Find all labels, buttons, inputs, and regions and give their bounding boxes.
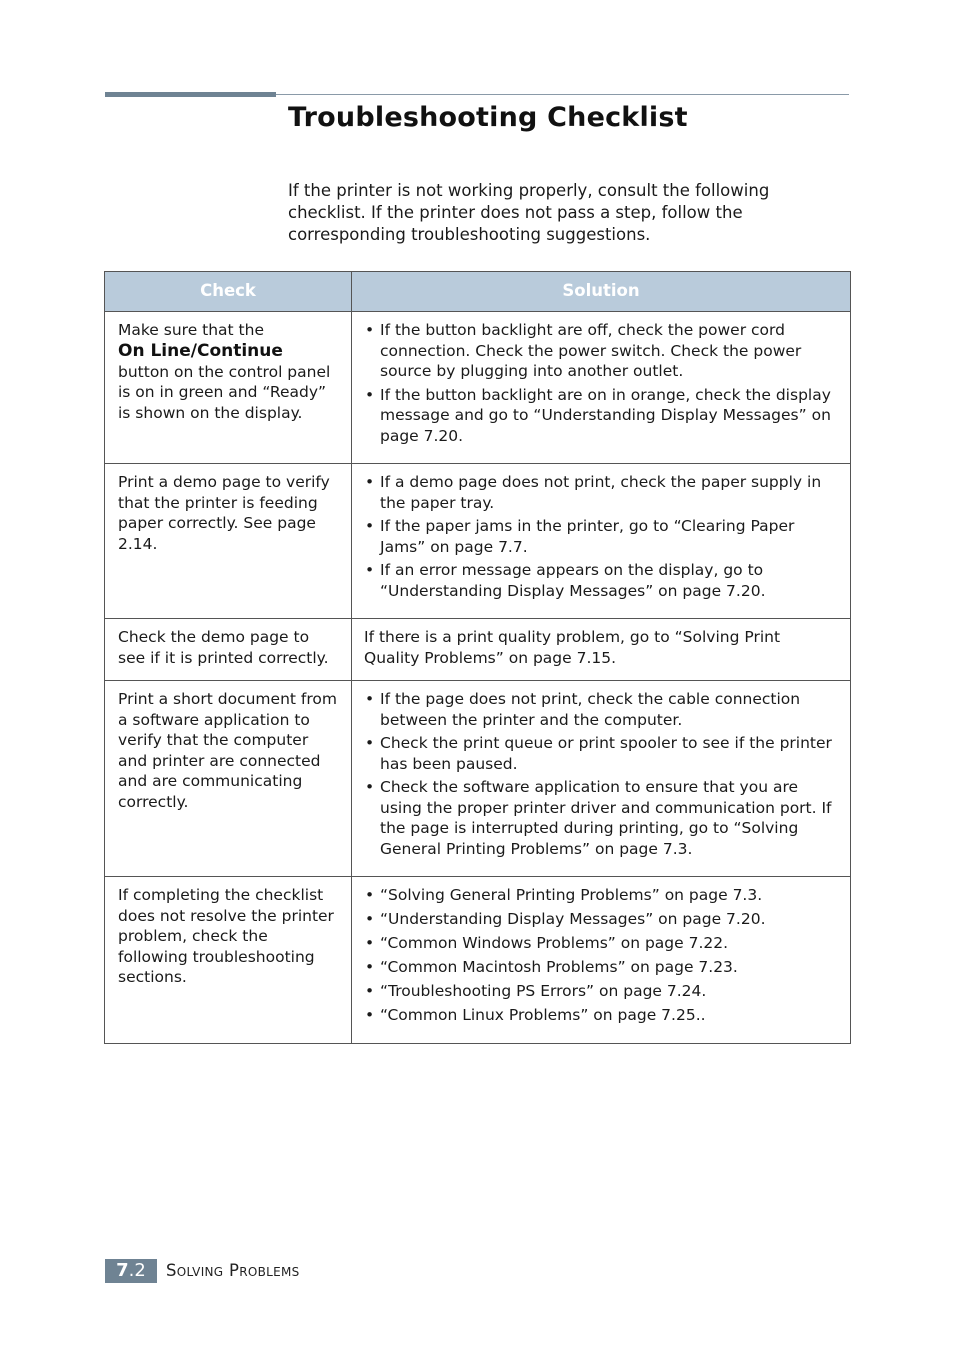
- solution-list: [364, 885, 840, 1026]
- online-continue-button-name: On Line/Continue: [118, 340, 283, 361]
- troubleshooting-checklist-table: [104, 271, 851, 1044]
- solution-cell: [352, 464, 851, 619]
- solution-item: • If a demo page does not print, check the paper supply in the paper tray.: [364, 472, 840, 513]
- check-text: Print a short document from a software application to verify that the computer and printer are connected and are communicating correctly.: [118, 690, 337, 811]
- header-rule: [276, 94, 849, 95]
- column-header-solution: Solution: [352, 272, 851, 312]
- solution-item: • “Common Windows Problems” on page 7.22.: [364, 933, 840, 954]
- solution-item: • “Solving General Printing Problems” on page 7.3.: [364, 885, 840, 906]
- table-row: [105, 464, 851, 619]
- page-title: Troubleshooting Checklist: [288, 102, 688, 133]
- solution-item: • “Common Linux Problems” on page 7.25..: [364, 1005, 840, 1026]
- solution-item: • “Understanding Display Messages” on page 7.20.: [364, 909, 840, 930]
- solution-item: • If the button backlight are on in orange, check the display message and go to “Understanding Display Messages” on page 7.20.: [364, 385, 840, 447]
- solution-list: [364, 689, 840, 859]
- footer-section-title: Solving Problems: [166, 1261, 300, 1280]
- solution-list: [364, 320, 840, 446]
- solution-cell: [352, 877, 851, 1044]
- check-text: Check the demo page to see if it is printed correctly.: [118, 628, 329, 667]
- solution-item: • If the page does not print, check the cable connection between the printer and the computer.: [364, 689, 840, 730]
- check-text: button on the control panel is on in green and “Ready” is shown on the display.: [118, 362, 331, 422]
- table-row: [105, 681, 851, 877]
- solution-item: • If an error message appears on the display, go to “Understanding Display Messages” on page 7.20.: [364, 560, 840, 601]
- table-row: [105, 619, 851, 681]
- solution-item: • “Common Macintosh Problems” on page 7.23.: [364, 957, 840, 978]
- solution-item: • “Troubleshooting PS Errors” on page 7.24.: [364, 981, 840, 1002]
- solution-item: • Check the software application to ensure that you are using the proper printer driver and communication port. If the page is interrupted during printing, go to “Solving General Printing Problems” on page 7.3.: [364, 777, 840, 859]
- check-text: If completing the checklist does not resolve the printer problem, check the following troubleshooting sections.: [118, 886, 334, 986]
- solution-list: [364, 472, 840, 601]
- header-accent-bar: [105, 92, 276, 97]
- solution-cell: [352, 619, 851, 681]
- solution-text: If there is a print quality problem, go to “Solving Print Quality Problems” on page 7.15.: [364, 628, 781, 667]
- page-number-suffix: .2: [128, 1260, 146, 1281]
- intro-paragraph: If the printer is not working properly, consult the following checklist. If the printer does not pass a step, follow the corresponding troubleshooting suggestions.: [288, 181, 770, 244]
- check-text: Make sure that the: [118, 321, 264, 339]
- check-cell: [105, 464, 352, 619]
- column-header-check: Check: [105, 272, 352, 312]
- chapter-number: 7: [116, 1260, 129, 1281]
- solution-item: • If the paper jams in the printer, go to “Clearing Paper Jams” on page 7.7.: [364, 516, 840, 557]
- table-header-row: [105, 272, 851, 312]
- table-row: [105, 312, 851, 464]
- solution-item: • If the button backlight are off, check the power cord connection. Check the power switch. Check the power source by plugging into another outlet.: [364, 320, 840, 382]
- check-text: Print a demo page to verify that the printer is feeding paper correctly. See page 2.14.: [118, 473, 330, 553]
- check-cell: [105, 312, 352, 464]
- table-row: [105, 877, 851, 1044]
- check-cell: [105, 877, 352, 1044]
- page-number-badge: [105, 1259, 157, 1283]
- check-cell: [105, 619, 352, 681]
- check-cell: [105, 681, 352, 877]
- solution-cell: [352, 681, 851, 877]
- solution-item: • Check the print queue or print spooler to see if the printer has been paused.: [364, 733, 840, 774]
- solution-cell: [352, 312, 851, 464]
